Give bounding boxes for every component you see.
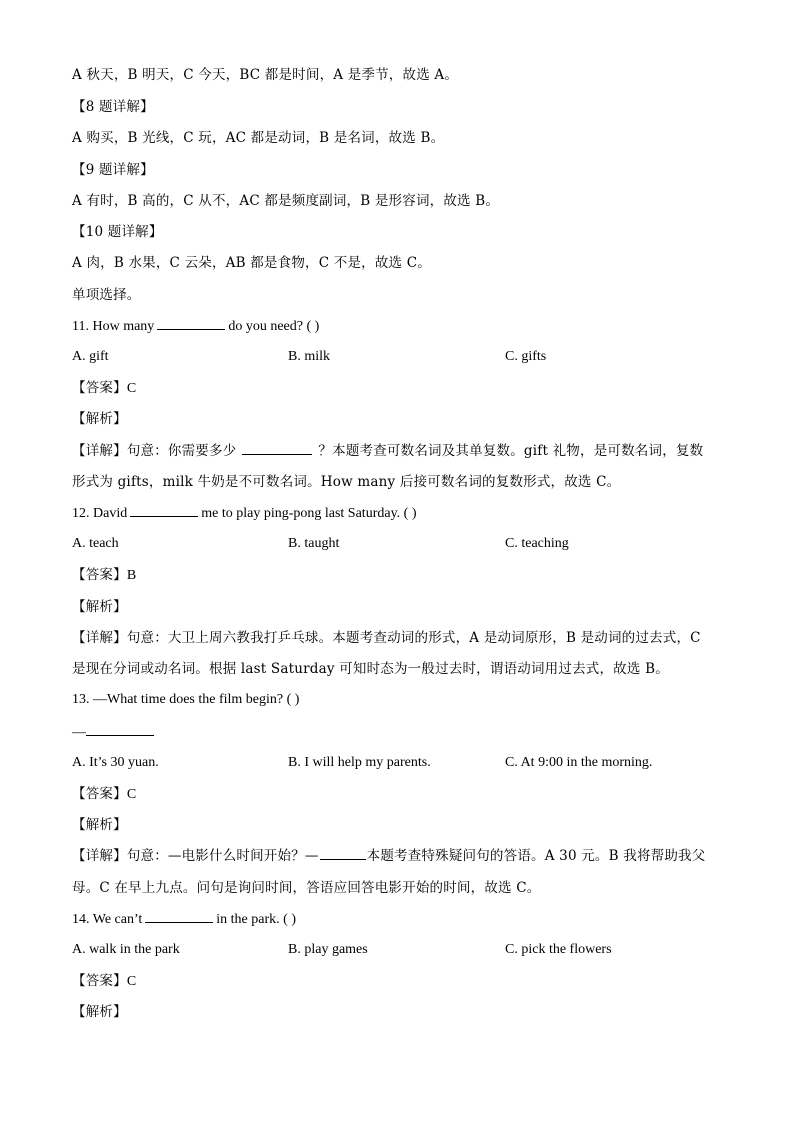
explanation-10: A 肉，B 水果，C 云朵，AB 都是食物，C 不是，故选 C。 xyxy=(72,255,431,271)
answer-label: 【答案】 xyxy=(72,380,127,396)
q13-option-a: A. It’s 30 yuan. xyxy=(72,755,159,770)
answer-label: 【答案】 xyxy=(72,567,127,583)
detail-text: ？本题考查可数名词及其单复数。gift 礼物，是可数名词，复数 xyxy=(318,443,704,459)
detail-text: 句意：你需要多少 xyxy=(126,443,237,459)
answer-value: C xyxy=(126,381,137,396)
explanation-9: A 有时，B 高的，C 从不，AC 都是频度副词，B 是形容词，故选 B。 xyxy=(72,193,500,209)
q12-detail-2: 是现在分词或动名词。根据 last Saturday 可知时态为一般过去时，谓语动词用过去式，故选 B。 xyxy=(72,661,669,677)
section-title: 单项选择。 xyxy=(72,287,141,303)
heading-10-detail: 【10 题详解】 xyxy=(72,224,163,240)
q13-analysis-label: 【解析】 xyxy=(72,817,127,833)
q14-option-c: C. pick the flowers xyxy=(505,942,612,957)
q13-option-b: B. I will help my parents. xyxy=(288,755,431,770)
detail-text: 句意：大卫上周六教我打乒乓球。本题考查动词的形式，A 是动词原形，B 是动词的过去式，C xyxy=(126,630,701,646)
q13-option-c: C. At 9:00 in the morning. xyxy=(505,755,653,770)
blank xyxy=(320,846,366,860)
explanation-7: A 秋天，B 明天，C 今天，BC 都是时间，A 是季节，故选 A。 xyxy=(72,67,459,83)
question-14-post: in the park. ( ) xyxy=(216,912,296,927)
q11-answer xyxy=(72,378,136,399)
q12-option-a: A. teach xyxy=(72,536,119,551)
q13-detail-1 xyxy=(72,846,705,866)
q12-detail-1 xyxy=(72,628,701,648)
q14-answer xyxy=(72,971,136,992)
question-14-pre: 14. We can’t xyxy=(72,912,143,927)
q14-option-a: A. walk in the park xyxy=(72,942,180,957)
detail-label: 【详解】 xyxy=(72,848,127,864)
q11-option-c: C. gifts xyxy=(505,349,547,364)
q11-option-b: B. milk xyxy=(288,349,331,364)
answer-value: B xyxy=(126,568,137,583)
answer-value: C xyxy=(126,974,137,989)
question-11 xyxy=(72,316,319,337)
detail-label: 【详解】 xyxy=(72,630,127,646)
question-12-post: me to play ping-pong last Saturday. ( ) xyxy=(201,506,417,521)
q13-answer xyxy=(72,784,136,805)
dash: — xyxy=(72,725,86,740)
explanation-8: A 购买，B 光线，C 玩，AC 都是动词，B 是名词，故选 B。 xyxy=(72,130,445,146)
question-12 xyxy=(72,503,417,524)
q14-analysis-label: 【解析】 xyxy=(72,1004,127,1020)
blank xyxy=(145,909,213,923)
q12-option-b: B. taught xyxy=(288,536,340,551)
blank xyxy=(86,722,154,736)
q14-option-b: B. play games xyxy=(288,942,368,957)
answer-label: 【答案】 xyxy=(72,973,127,989)
q11-option-a: A. gift xyxy=(72,349,109,364)
q13-response-line xyxy=(72,722,154,743)
q12-analysis-label: 【解析】 xyxy=(72,599,127,615)
q12-option-c: C. teaching xyxy=(505,536,569,551)
question-11-post: do you need? ( ) xyxy=(228,319,320,334)
q13-detail-2: 母。C 在早上九点。问句是询问时间，答语应回答电影开始的时间，故选 C。 xyxy=(72,880,541,896)
answer-label: 【答案】 xyxy=(72,786,127,802)
question-14 xyxy=(72,909,296,930)
q11-detail-1 xyxy=(72,441,703,461)
q12-answer xyxy=(72,565,136,586)
q11-detail-2: 形式为 gifts，milk 牛奶是不可数名词。How many 后接可数名词的复数形式，故选 C。 xyxy=(72,474,621,490)
detail-text: 句意：—电影什么时间开始？— xyxy=(126,848,319,864)
heading-8-detail: 【8 题详解】 xyxy=(72,99,154,115)
answer-value: C xyxy=(126,787,137,802)
detail-label: 【详解】 xyxy=(72,443,127,459)
blank xyxy=(242,441,312,455)
question-13: 13. —What time does the film begin? ( ) xyxy=(72,692,300,707)
question-12-pre: 12. David xyxy=(72,506,128,521)
heading-9-detail: 【9 题详解】 xyxy=(72,162,154,178)
question-11-pre: 11. How many xyxy=(72,319,155,334)
detail-text: 本题考查特殊疑问句的答语。A 30 元。B 我将帮助我父 xyxy=(366,848,706,864)
blank xyxy=(157,316,225,330)
q11-analysis-label: 【解析】 xyxy=(72,411,127,427)
blank xyxy=(130,503,198,517)
